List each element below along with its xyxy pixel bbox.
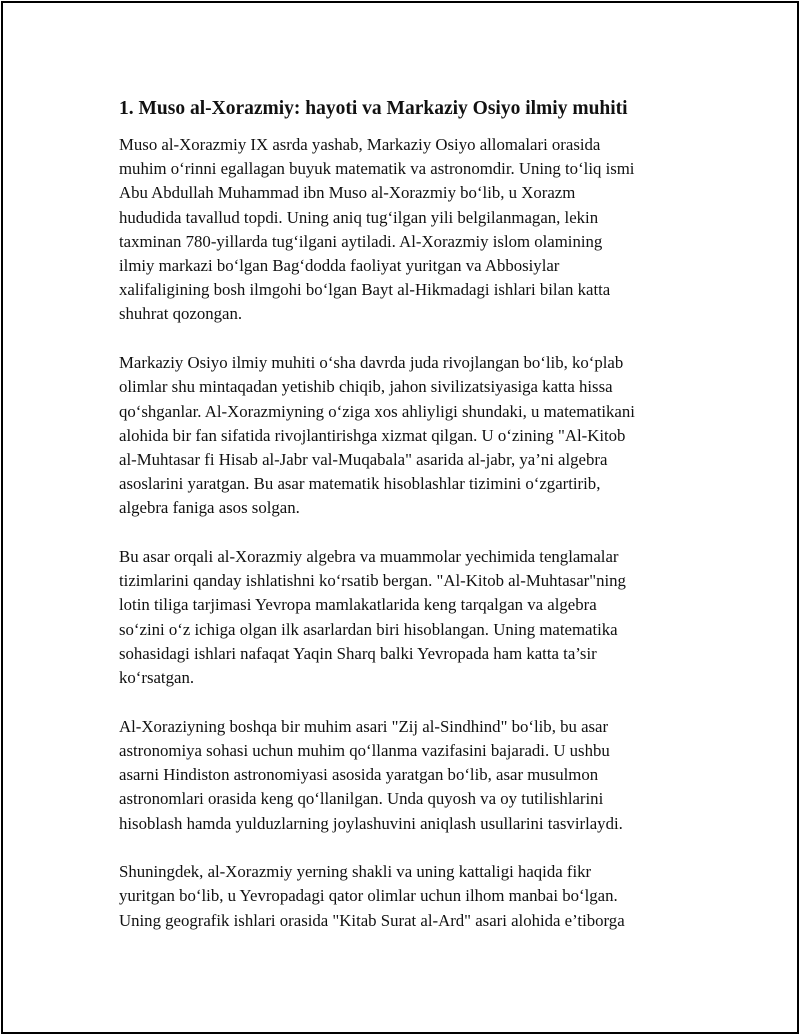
text-line: alohida bir fan sifatida rivojlantirishga xizmat qilgan. U o‘zining "Al-Kitob bbox=[119, 425, 626, 445]
paragraph-5 bbox=[119, 860, 699, 933]
text-line: Bu asar orqali al-Xorazmiy algebra va muammolar yechimida tenglamalar bbox=[119, 547, 619, 567]
text-line: hududida tavallud topdi. Uning aniq tug‘ilgan yili belgilanmagan, lekin bbox=[119, 207, 599, 227]
paragraph-4 bbox=[119, 715, 699, 836]
text-line: astronomiya sohasi uchun muhim qo‘llanma vazifasini bajaradi. U ushbu bbox=[119, 740, 610, 760]
paragraph-3 bbox=[119, 545, 699, 690]
text-line: shuhrat qozongan. bbox=[119, 304, 243, 324]
text-line: yuritgan bo‘lib, u Yevropadagi qator olimlar uchun ilhom manbai bo‘lgan. bbox=[119, 886, 618, 906]
text-line: Shuningdek, al-Xorazmiy yerning shakli va uning kattaligi haqida fikr bbox=[119, 862, 592, 882]
text-line: Markaziy Osiyo ilmiy muhiti o‘sha davrda juda rivojlangan bo‘lib, ko‘plab bbox=[119, 353, 624, 373]
text-line: so‘zini o‘z ichiga olgan ilk asarlardan biri hisoblangan. Uning matematika bbox=[119, 619, 618, 639]
document-page bbox=[1, 1, 799, 1034]
text-line: ko‘rsatgan. bbox=[119, 668, 195, 688]
text-line: olimlar shu mintaqadan yetishib chiqib, jahon sivilizatsiyasiga katta hissa bbox=[119, 377, 613, 397]
text-line: Al-Xoraziyning boshqa bir muhim asari "Zij al-Sindhind" bo‘lib, bu asar bbox=[119, 716, 609, 736]
text-line: Abu Abdullah Muhammad ibn Muso al-Xorazmiy bo‘lib, u Xorazm bbox=[119, 183, 576, 203]
text-line: qo‘shganlar. Al-Xorazmiyning o‘ziga xos ahliyligi shundaki, u matematikani bbox=[119, 401, 635, 421]
text-line: astronomlari orasida keng qo‘llanilgan. Unda quyosh va oy tutilishlarini bbox=[119, 789, 604, 809]
text-line: lotin tiliga tarjimasi Yevropa mamlakatlarida keng tarqalgan va algebra bbox=[119, 595, 597, 615]
text-line: asoslarini yaratgan. Bu asar matematik hisoblashlar tizimini o‘zgartirib, bbox=[119, 474, 601, 494]
text-line: Muso al-Xorazmiy IX asrda yashab, Markaziy Osiyo allomalari orasida bbox=[119, 135, 601, 154]
section-heading: 1. Muso al-Xorazmiy: hayoti va Markaziy Osiyo ilmiy muhiti bbox=[119, 98, 628, 119]
text-line: muhim o‘rinni egallagan buyuk matematik va astronomdir. Uning to‘liq ismi bbox=[119, 159, 635, 179]
text-line: algebra faniga asos solgan. bbox=[119, 498, 300, 518]
text-line: hisoblash hamda yulduzlarning joylashuvini aniqlash usullarini tasvirlaydi. bbox=[119, 813, 623, 833]
text-line: Uning geografik ishlari orasida "Kitab Surat al-Ard" asari alohida e’tiborga bbox=[119, 910, 625, 930]
text-line: al-Muhtasar fi Hisab al-Jabr val-Muqabala" asarida al-jabr, ya’ni algebra bbox=[119, 449, 608, 469]
text-line: taxminan 780-yillarda tug‘ilgani aytiladi. Al-Xorazmiy islom olamining bbox=[119, 231, 603, 251]
paragraph-2 bbox=[119, 351, 699, 520]
text-line: ilmiy markazi bo‘lgan Bag‘dodda faoliyat yuritgan va Abbosiylar bbox=[119, 256, 560, 276]
text-line: sohasidagi ishlari nafaqat Yaqin Sharq balki Yevropada ham katta ta’sir bbox=[119, 643, 597, 663]
text-line: tizimlarini qanday ishlatishni ko‘rsatib bergan. "Al-Kitob al-Muhtasar"ning bbox=[119, 571, 626, 591]
text-line: asarni Hindiston astronomiyasi asosida yaratgan bo‘lib, asar musulmon bbox=[119, 765, 599, 785]
document-content bbox=[119, 95, 699, 957]
text-line: xalifaligining bosh ilmgohi bo‘lgan Bayt al-Hikmadagi ishlari bilan katta bbox=[119, 280, 611, 300]
paragraph-1 bbox=[119, 133, 699, 327]
